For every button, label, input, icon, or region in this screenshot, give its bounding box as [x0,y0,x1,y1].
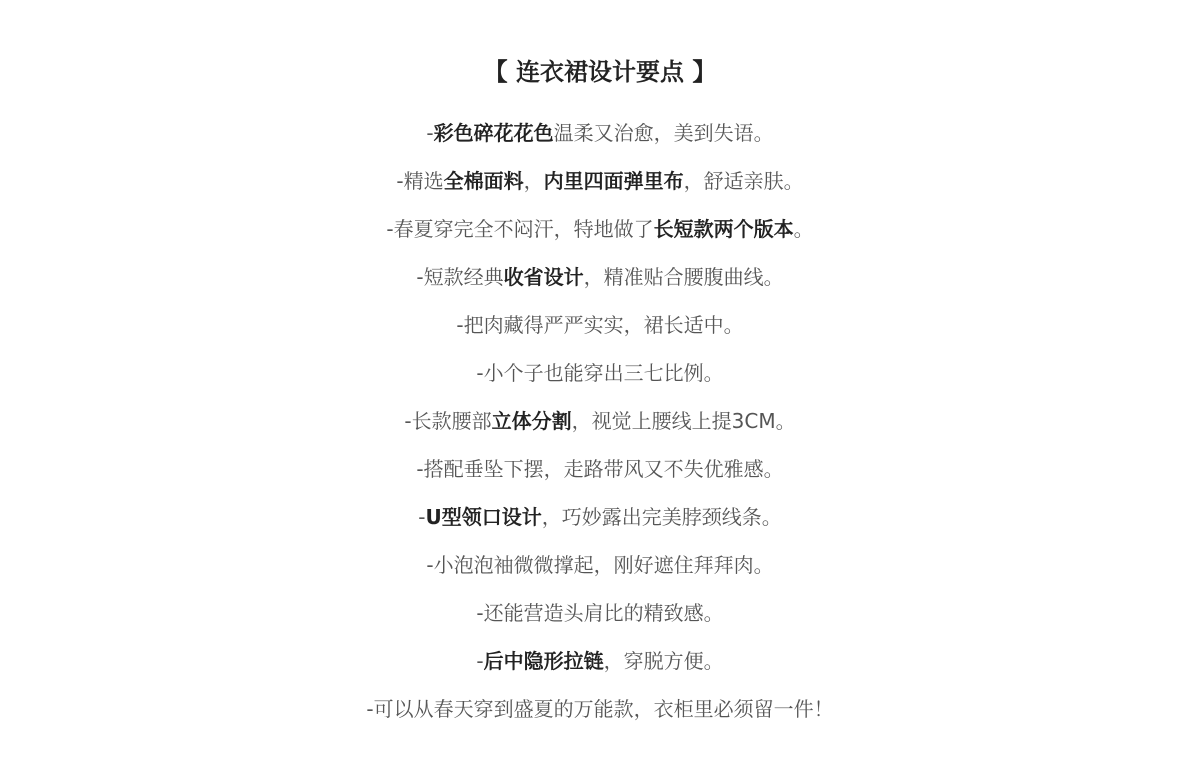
design-point-line [0,256,1200,304]
section-title: 【 连衣裙设计要点 】 [483,58,717,86]
highlight-text: 立体分割 [491,409,572,433]
design-point-line [0,208,1200,256]
body-text: - [418,505,426,529]
body-text: -精选 [396,169,444,193]
highlight-text: 收省设计 [503,265,584,289]
body-text: ，舒适亲肤。 [683,169,804,193]
design-point-line [0,352,1200,400]
highlight-text: 全棉面料 [443,169,524,193]
body-text: ， [523,169,544,193]
design-point-line [0,448,1200,496]
body-text: -还能营造头肩比的精致感。 [476,601,724,625]
body-text: - [476,649,484,673]
body-text: -把肉藏得严严实实，裙长适中。 [456,313,744,337]
highlight-text: 内里四面弹里布 [543,169,684,193]
body-text: -短款经典 [416,265,504,289]
design-point-line [0,592,1200,640]
design-point-line [0,640,1200,688]
highlight-text: U型领口设计 [425,505,542,529]
design-point-line [0,112,1200,160]
design-point-line [0,400,1200,448]
design-point-line [0,304,1200,352]
body-text: 。 [793,217,814,241]
design-point-line [0,688,1200,736]
highlight-text: 后中隐形拉链 [483,649,604,673]
design-point-line [0,160,1200,208]
body-text: -长款腰部 [404,409,492,433]
body-text: -搭配垂坠下摆，走路带风又不失优雅感。 [416,457,784,481]
body-text: -可以从春天穿到盛夏的万能款，衣柜里必须留一件！ [366,697,834,721]
highlight-text: 长短款两个版本 [653,217,794,241]
body-text: -小泡泡袖微微撑起，刚好遮住拜拜肉。 [426,553,774,577]
body-text: ，视觉上腰线上提3CM。 [571,409,796,433]
highlight-text: 彩色碎花花色 [433,121,554,145]
body-text: ，穿脱方便。 [603,649,724,673]
body-text: -小个子也能穿出三七比例。 [476,361,724,385]
design-points-list [0,112,1200,736]
design-point-line [0,544,1200,592]
body-text: ，巧妙露出完美脖颈线条。 [541,505,782,529]
body-text: 温柔又治愈，美到失语。 [553,121,774,145]
body-text: ，精准贴合腰腹曲线。 [583,265,784,289]
design-point-line [0,496,1200,544]
body-text: -春夏穿完全不闷汗，特地做了 [386,217,654,241]
body-text: - [426,121,434,145]
